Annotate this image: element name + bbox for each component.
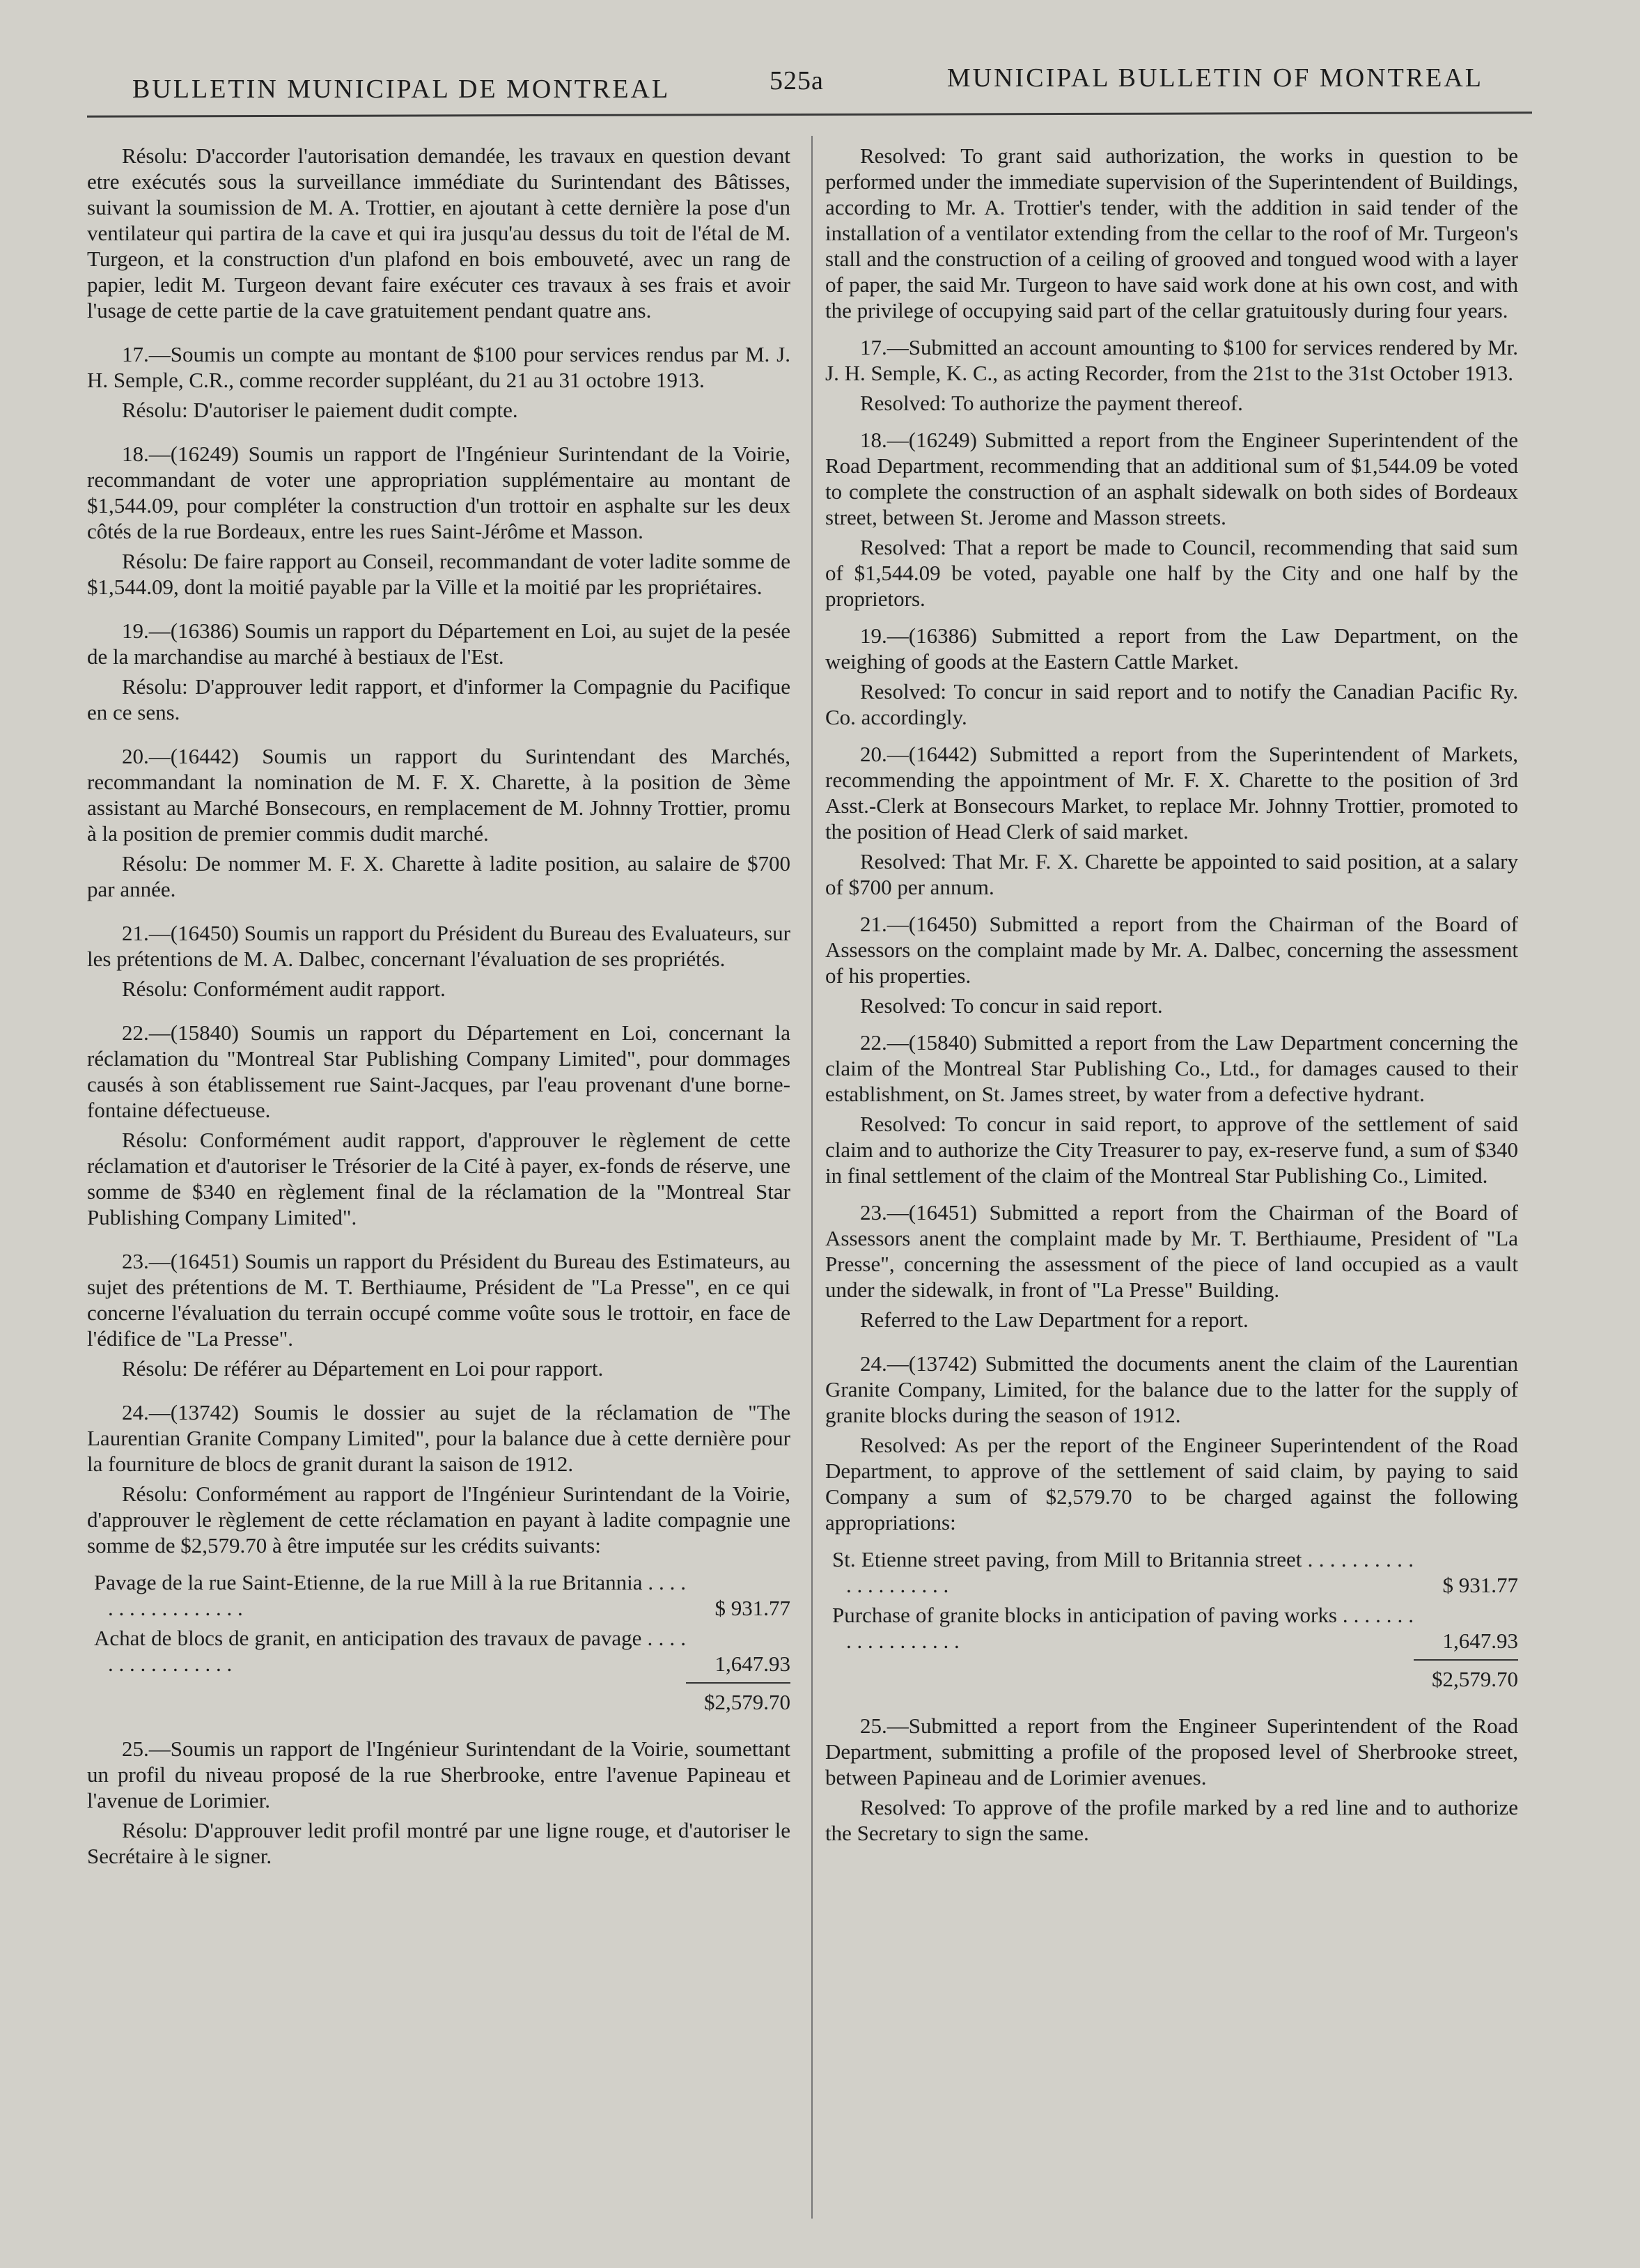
paragraph: Referred to the Law Department for a report. (860, 1307, 1249, 1332)
paragraph: 21.—(16450) Submitted a report from the Chairman of the Board of Assessors on the complaint made by Mr. A. Dalbec, concerning the assessment of his properties. (825, 912, 1518, 988)
paragraph: Resolved: To concur in said report, to approve of the settlement of said claim and to authorize the City Treasurer to pay, ex-reserve fund, a sum of $340 in final settlement of the claim of the Montreal Star Publishing Co., Limited. (825, 1112, 1518, 1188)
paragraph: Résolu: Conformément audit rapport. (122, 977, 446, 1001)
french-column (87, 143, 790, 1880)
french-ledger (87, 1569, 790, 1715)
paragraph: 22.—(15840) Submitted a report from the Law Department concerning the claim of the Montreal Star Publishing Co., Ltd., for damages caused to their establishment, on St. James street, by water from a defective hydrant. (825, 1030, 1518, 1106)
paragraph: 18.—(16249) Soumis un rapport de l'Ingénieur Surintendant de la Voirie, recommandant de voter une appropriation supplémentaire au montant de $1,544.09, pour compléter la construction d'un trottoir en asphalte sur les deux côtés de la rue Bordeaux, entre les rues Saint-Jérôme et Masson. (87, 442, 790, 543)
ledger-amount: 1,647.93 (1442, 1629, 1518, 1653)
paragraph: Resolved: As per the report of the Engineer Superintendent of the Road Department, to approve of the settlement of said claim, by paying to said Company a sum of $2,579.70 to be charged against the following appropriations: (825, 1433, 1518, 1535)
page-header (84, 61, 1483, 110)
paragraph: Résolu: D'approuver ledit profil montré par une ligne rouge, et d'autoriser le Secrétaire à le signer. (87, 1818, 790, 1868)
paragraph: 18.—(16249) Submitted a report from the Engineer Superintendent of the Road Department, recommending that an additional sum of $1,544.09 be voted to complete the construction of an asphalt sidewalk on both sides of Bordeaux street, between St. Jerome and Masson streets. (825, 428, 1518, 529)
paragraph: Résolu: D'accorder l'autorisation demandée, les travaux en question devant etre exécutés sous la surveillance immédiate du Surintendant des Bâtisses, suivant la soumission de M. A. Trottier, en ajoutant à cette dernière la pose d'un ventilateur qui partira de la cave et qui ira jusqu'au dessus du toit de l'étal de M. Turgeon, et la construction d'un plafond en bois embouveté, avec un rang de papier, ledit M. Turgeon devant faire exécuter ces travaux à ses frais et avoir l'usage de cette partie de la cave gratuitement pendant quatre ans. (87, 143, 790, 323)
paragraph: Résolu: D'approuver ledit rapport, et d'informer la Compagnie du Pacifique en ce sens. (87, 674, 790, 724)
ledger-amount: 1,647.93 (714, 1652, 790, 1676)
ledger-row (87, 1569, 790, 1621)
ledger-total: $2,579.70 (1432, 1667, 1518, 1691)
english-ledger (825, 1546, 1518, 1692)
paragraph: 19.—(16386) Soumis un rapport du Département en Loi, au sujet de la pesée de la marchandise au marché à bestiaux de l'Est. (87, 619, 790, 669)
ledger-amount: $ 931.77 (714, 1596, 790, 1620)
paragraph: Résolu: De référer au Département en Loi pour rapport. (122, 1356, 604, 1381)
total-rule (1414, 1659, 1518, 1661)
ledger-total: $2,579.70 (704, 1690, 790, 1714)
paragraph: Résolu: De nommer M. F. X. Charette à ladite position, au salaire de $700 par année. (87, 851, 790, 901)
paragraph: 23.—(16451) Soumis un rapport du Président du Bureau des Estimateurs, au sujet des prétentions de M. T. Berthiaume, Président de "La Presse", en ce qui concerne l'évaluation du terrain occupé comme voûte sous le trottoir, en face de l'édifice de "La Presse". (87, 1249, 790, 1351)
ledger-desc: Achat de blocs de granit, en anticipation des travaux de pavage . . . . . . . . . . . . . . . . (94, 1626, 686, 1676)
ledger-amount: $ 931.77 (1442, 1573, 1518, 1597)
paragraph: Resolved: To concur in said report. (860, 993, 1163, 1018)
ledger-row (87, 1625, 790, 1677)
paragraph: 24.—(13742) Submitted the documents anent the claim of the Laurentian Granite Company, Limited, for the balance due to the latter for the supply of granite blocks during the season of 1912. (825, 1351, 1518, 1427)
paragraph: 20.—(16442) Soumis un rapport du Surintendant des Marchés, recommandant la nomination de M. F. X. Charette, à la position de 3ème assistant au Marché Bonsecours, en remplacement de M. Johnny Trottier, promu à la position de premier commis dudit marché. (87, 744, 790, 846)
ledger-desc: Purchase of granite blocks in anticipation of paving works . . . . . . . . . . . . . . . . . . (832, 1603, 1414, 1653)
header-rule (87, 111, 1532, 117)
ledger-desc: Pavage de la rue Saint-Etienne, de la rue Mill à la rue Britannia . . . . . . . . . . . . . . . . . (94, 1570, 686, 1620)
paragraph: 19.—(16386) Submitted a report from the Law Department, on the weighing of goods at the Eastern Cattle Market. (825, 623, 1518, 674)
total-rule (686, 1682, 790, 1684)
paragraph: Resolved: That a report be made to Council, recommending that said sum of $1,544.09 be voted, payable one half by the City and one half by the proprietors. (825, 535, 1518, 611)
ledger-row (825, 1546, 1518, 1598)
paragraph: 25.—Soumis un rapport de l'Ingénieur Surintendant de la Voirie, soumettant un profil du niveau proposé de la rue Sherbrooke, entre l'avenue Papineau et l'avenue de Lorimier. (87, 1737, 790, 1812)
paragraph: 23.—(16451) Submitted a report from the Chairman of the Board of Assessors anent the complaint made by Mr. T. Berthiaume, President of "La Presse", concerning the assessment of the piece of land occupied as a vault under the sidewalk, in front of "La Presse" Building. (825, 1200, 1518, 1302)
page-number: 525a (770, 66, 824, 95)
paragraph: 20.—(16442) Submitted a report from the Superintendent of Markets, recommending the appointment of Mr. F. X. Charette to the position of 3rd Asst.-Clerk at Bonsecours Market, to replace Mr. Johnny Trottier, promoted to the position of Head Clerk of said market. (825, 742, 1518, 844)
column-divider (811, 136, 813, 2219)
header-title-french: BULLETIN MUNICIPAL DE MONTREAL (132, 75, 671, 104)
paragraph: 24.—(13742) Soumis le dossier au sujet de la réclamation de "The Laurentian Granite Company Limited", pour la balance due à cette dernière pour la fourniture de blocs de granit durant la saison de 1912. (87, 1400, 790, 1476)
paragraph: 22.—(15840) Soumis un rapport du Département en Loi, concernant la réclamation du "Montreal Star Publishing Company Limited", pour dommages causés à son établissement rue Saint-Jacques, par l'eau provenant d'une borne-fontaine défectueuse. (87, 1020, 790, 1122)
paragraph: 25.—Submitted a report from the Engineer Superintendent of the Road Department, submitting a profile of the proposed level of Sherbrooke street, between Papineau and de Lorimier avenues. (825, 1714, 1518, 1789)
paragraph: Resolved: To concur in said report and to notify the Canadian Pacific Ry. Co. accordingly. (825, 679, 1518, 729)
english-column (825, 143, 1518, 1857)
paragraph: 17.—Soumis un compte au montant de $100 pour services rendus par M. J. H. Semple, C.R., comme recorder suppléant, du 21 au 31 octobre 1913. (87, 342, 790, 392)
paragraph: Résolu: D'autoriser le paiement dudit compte. (122, 398, 518, 422)
paragraph: 17.—Submitted an account amounting to $100 for services rendered by Mr. J. H. Semple, K. C., as acting Recorder, from the 21st to the 31st October 1913. (825, 335, 1518, 385)
paragraph: Résolu: Conformément au rapport de l'Ingénieur Surintendant de la Voirie, d'approuver le règlement de cette réclamation en payant à ladite compagnie une somme de $2,579.70 à être imputée sur les crédits suivants: (87, 1482, 790, 1558)
paragraph: 21.—(16450) Soumis un rapport du Président du Bureau des Evaluateurs, sur les prétentions de M. A. Dalbec, concernant l'évaluation de ses propriétés. (87, 921, 790, 971)
paragraph: Résolu: Conformément audit rapport, d'approuver le règlement de cette réclamation et d'autoriser le Trésorier de la Cité à payer, ex-fonds de réserve, une somme de $340 en règlement final de la réclamation de la "Montreal Star Publishing Company Limited". (87, 1128, 790, 1229)
paragraph: Resolved: To authorize the payment thereof. (860, 391, 1243, 415)
paragraph: Resolved: To grant said authorization, the works in question to be performed under the immediate supervision of the Superintendent of Buildings, according to Mr. A. Trottier's tender, with the addition in said tender of the installation of a ventilator extending from the cellar to the roof of Mr. Turgeon's stall and the construction of a ceiling of grooved and tongued wood with a layer of paper, the said Mr. Turgeon to have said work done at his own cost, and with the privilege of occupying said part of the cellar gratuitously during four years. (825, 143, 1518, 323)
paragraph: Resolved: To approve of the profile marked by a red line and to authorize the Secretary to sign the same. (825, 1795, 1518, 1845)
header-title-english: MUNICIPAL BULLETIN OF MONTREAL (946, 63, 1483, 93)
paragraph: Résolu: De faire rapport au Conseil, recommandant de voter ladite somme de $1,544.09, dont la moitié payable par la Ville et la moitié par les propriétaires. (87, 549, 790, 599)
paragraph: Resolved: That Mr. F. X. Charette be appointed to said position, at a salary of $700 per annum. (825, 849, 1518, 899)
ledger-row (825, 1602, 1518, 1654)
ledger-desc: St. Etienne street paving, from Mill to Britannia street . . . . . . . . . . . . . . . . . . . . (832, 1547, 1414, 1597)
